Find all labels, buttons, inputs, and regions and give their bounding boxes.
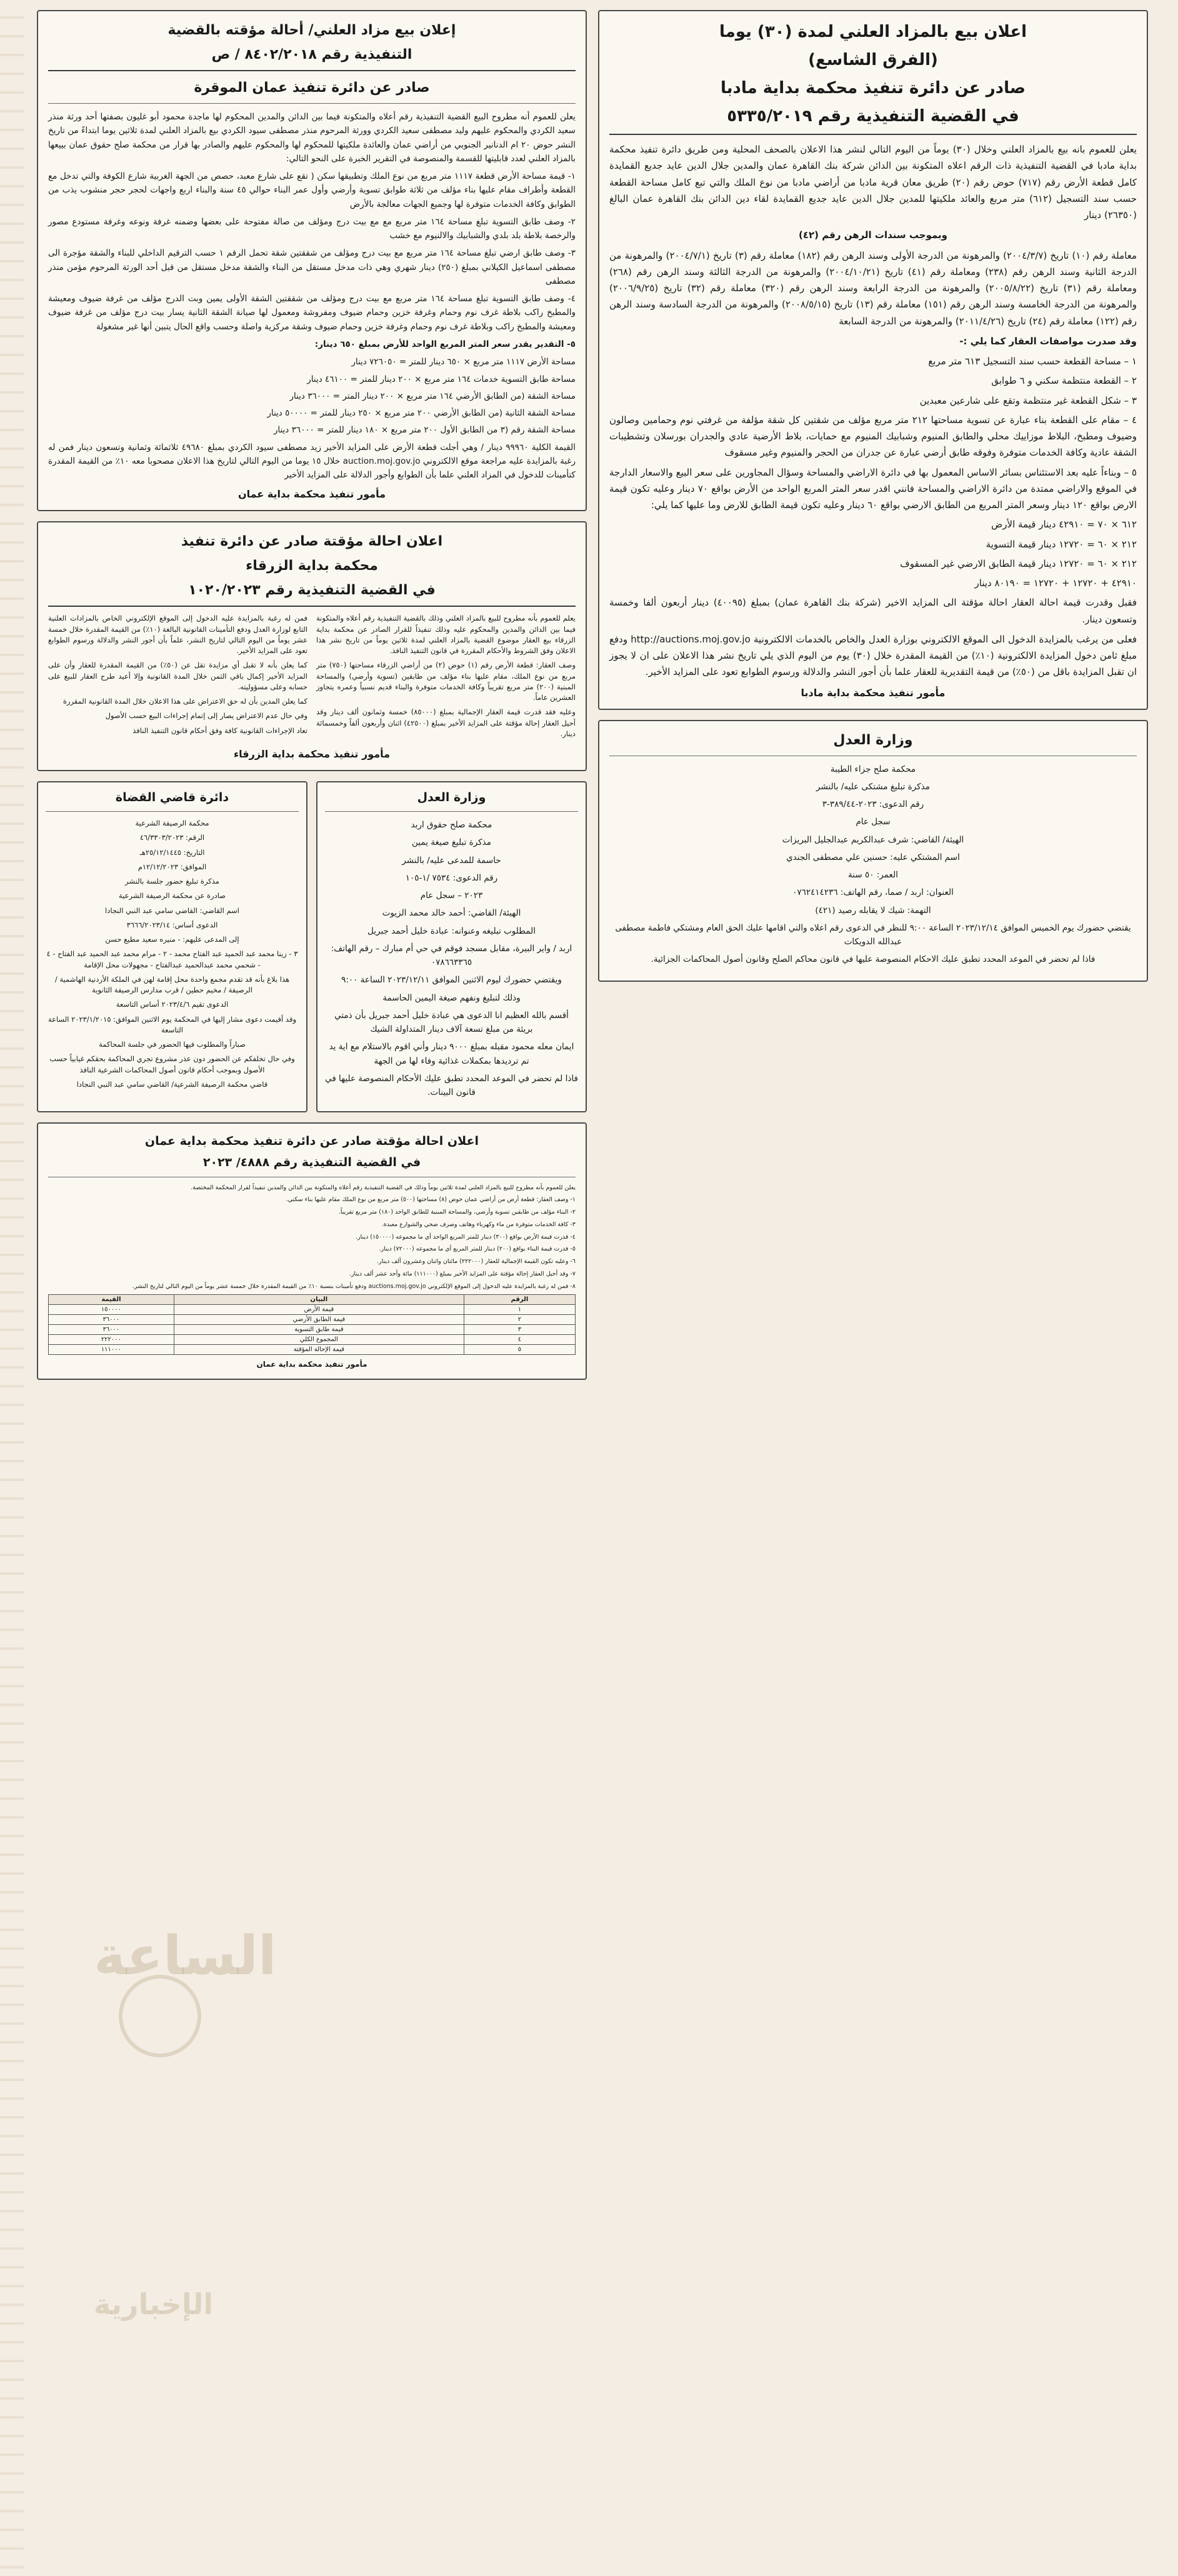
- paragraph: يعلم للعموم بأنه مطروح للبيع بالمزاد العلني وذلك بالقضية التنفيذية رقم أعلاه والمتكونة فيما بين الدائن والمدين والمحكوم عليه وذلك تنفيذاً للقرار الصادر عن محكمة بداية الزرقاء بيع العقار موضوع القضية بالمزاد العلني لمدة ثلاثين يوماً من تاريخ نشر هذا الاعلان وفق الشروط والأحكام المقررة في قانون التنفيذ النافذ.: [316, 614, 576, 656]
- bottom-signature: مأمور تنفيذ محكمة بداية عمان: [256, 1360, 367, 1369]
- line: الهيئة/ القاضي: أحمد خالد محمد الزيوت: [382, 908, 521, 919]
- court-name: محكمة الرصيفة الشرعية: [135, 819, 209, 827]
- paragraph: ٨- فمن له رغبة بالمزايدة عليه الدخول إلى الموقع الإلكتروني auctions.moj.gov.jo ودفع تأمينات بنسبة ١٠٪ من القيمة المقدرة خلال خمسة عشر يوماً من اليوم التالي لتاريخ النشر.: [132, 1282, 576, 1290]
- line: وذلك لتبليغ ونفهم صيغة اليمين الحاسمة: [382, 992, 521, 1003]
- zarqa-title-2: محكمة بداية الزرقاء: [246, 558, 378, 574]
- line: يقتضي حضورك يوم الخميس الموافق ٢٠٢٣/١٢/١٤ الساعة ٩:٠٠ للنظر في الدعوى رقم اعلاه والتي اقامها عليك الحق العام ومشتكي فاطمة مصطفى عبدالله الدويكات: [615, 922, 1131, 947]
- cell: ٤: [464, 1335, 575, 1345]
- cell: ٣٦٠٠٠: [49, 1325, 174, 1335]
- line: وقد أقيمت دعوى مشار إليها في المحكمة يوم الاثنين الموافق: ٢٠٢٣/١/٢٠١٥ الساعة التاسعة: [48, 1014, 296, 1034]
- line: ايمان معله محمود مقبله بمبلغ ٩٠٠٠ دينار وأني اقوم بالاستلام مع اية يد تم ترديدها بمكملات غذائية وفاء لها من الجهة: [329, 1042, 574, 1066]
- watermark-sub: الإخبارية: [94, 2287, 214, 2321]
- table-row: [49, 1305, 576, 1315]
- list-item: مساحة الأرض ١١١٧ متر مربع × ٦٥٠ دينار للمتر = ٧٢٦٠٥٠ دينار: [351, 357, 576, 367]
- ministry-justice-2-header: وزارة العدل: [833, 732, 913, 748]
- list-item: مساحة الشقة الثانية (من الطابق الأرضي ٢٠٠ متر مربع × ٢٥٠ دينار للمتر = ٥٠٠٠٠ دينار: [267, 408, 576, 419]
- line: ٢٠٢٣ – سجل عام: [420, 891, 483, 901]
- public-auction-title-4: في القضية التنفيذية رقم ٥٣٣٥/٢٠١٩: [727, 107, 1019, 126]
- line: اربد / واير البيرة، مقابل مسجد فوقم في حي أم مبارك – رقم الهاتف: ٠٧٨٦٦٣٣٦٥: [331, 943, 572, 968]
- list-item: مساحة الشقة (من الطابق الأرضي ١٦٤ متر مربع × ٢٠٠ دينار المتر = ٣٦٠٠٠ دينار: [289, 391, 576, 401]
- footer-line: تعاد الإجراءات القانونية كافة وفق أحكام قانون التنفيذ النافذ: [132, 726, 307, 735]
- table-row: [49, 1335, 576, 1345]
- zarqa-title-3: في القضية التنفيذية رقم ١٠٢٠/٢٠٢٣: [188, 582, 436, 599]
- footer-line: وفي حال عدم الاعتراض يصار إلى إتمام إجراءات البيع حسب الأصول: [105, 711, 307, 721]
- column-header: القيمة: [49, 1295, 174, 1305]
- public-auction-closing-1: فقبل وقدرت قيمة احالة العقار احالة مؤقتة الى المزايد الاخير (شركة بنك القاهرة عمان) بمبلغ (٤٠٠٩٥) دينار أربعون ألفا وخمسة وتسعون دينار.: [609, 597, 1137, 625]
- list-item: ٢١٢ × ٦٠ = ١٢٧٢٠ دينار قيمة التسوية: [986, 538, 1137, 550]
- paragraph: ٧- وقد أحيل العقار إحالة مؤقتة على المزايد الأخير بمبلغ (١١١٠٠٠) مائة وأحد عشر ألف دينار.: [349, 1270, 576, 1277]
- line: المطلوب تبليغه وعنوانه: عبادة خليل أحمد جبريل: [367, 926, 536, 936]
- footer-line: كما يعلن المدين بأن له حق الاعتراض على هذا الاعلان خلال المدة القانونية المقررة: [62, 697, 307, 706]
- line: أقسم بالله العظيم انا الدعوى هي عبادة خليل أحمد جبريل بأن ذمتي بريئة من مبلغ تسعة آلاف دينار المتداولة الشيك: [334, 1010, 569, 1035]
- cell: ١: [464, 1305, 575, 1315]
- line: رقم الدعوى: ٧٥٣٤ /١-١٠٥: [405, 872, 498, 883]
- line: قاضي محكمة الرصيفة الشرعية/ القاضي سامي عبد النبي النجادا: [76, 1079, 268, 1089]
- cell: المجموع الكلي: [174, 1335, 464, 1345]
- list-item: ١ – مساحة القطعة حسب سند التسجيل ٦١٣ متر مربع: [928, 356, 1137, 367]
- line: إلى المدعى عليهم: - منيره سعيد مطيع حسن: [105, 935, 239, 944]
- list-item: ٤٢٩١٠ + ١٢٧٢٠ + ١٢٧٢٠ = ٨٠١٩٠ دينار: [974, 577, 1137, 589]
- line: مذكرة تبليغ مشتكى عليه/ بالنشر: [816, 781, 930, 792]
- public-auction-intro: يعلن للعموم بانه بيع بالمزاد العلني وخلال (٣٠) يوماً من اليوم التالي لنشر هذا الاعلان بالصحف المحلية ومن طريق دائرة تنفيذ محكمة بداية مادبا في القضية التنفيذية ذات الرقم اعلاه المتكونة بين الدائن شركة بنك القاهرة عمان والمدين جلال الدين عايد جديع القمايدة كامل قطعة الأرض رقم (٧١٧) حوض رقم (٢٠) طريق معان قرية مادبا من أراضي مادبا من نوع الملك والتي تبع كامل مساحة القطعة حسب سند التسجيل (٦١٢) متر مربع والعائد ملكيتها للمدين جلال الدين عايد جديع القمايدة لقاء دين الدائن بنك القاهرة عمان البالغ (٢٦٣٥٠) دينار: [609, 144, 1137, 221]
- line: حاسمة للمدعى عليه/ بالنشر: [402, 855, 501, 866]
- list-item: ٦١٢ × ٧٠ = ٤٢٩١٠ دينار قيمة الأرض: [991, 519, 1137, 531]
- line: صباراً والمطلوب فيها الحضور في جلسة المحاكمة: [99, 1040, 246, 1049]
- temp-assignment-signature: مأمور تنفيذ محكمة بداية عمان: [237, 488, 386, 501]
- notice-ministry-justice-tayyiba: [598, 720, 1148, 982]
- list-item: مساحة طابق التسوية خدمات ١٦٤ متر مربع × ٢٠٠ دينار للمتر = ٤٦١٠٠ دينار: [307, 374, 576, 384]
- line: العمر: ٥٠ سنة: [848, 870, 898, 881]
- paragraph: ٣- كافة الخدمات متوفرة من ماء وكهرباء وهاتف وصرف صحي والشوارع معبدة.: [381, 1221, 576, 1228]
- list-item: ٢ – القطعة منتظمة سكني و ٦ طوابق: [991, 375, 1137, 387]
- notice-zarqa: [37, 521, 587, 771]
- cell: ٢: [464, 1315, 575, 1325]
- qadi-header: دائرة قاضي القضاة: [115, 790, 229, 804]
- line: سجل عام: [856, 817, 891, 827]
- cell: قيمة الأرض: [174, 1305, 464, 1315]
- table-header-row: [49, 1295, 576, 1305]
- line: مذكرة تبليغ صيغة يمين: [412, 837, 491, 848]
- zarqa-signature: مأمور تنفيذ محكمة بداية الزرقاء: [233, 747, 391, 760]
- valuation-rows: [48, 355, 576, 482]
- list-item: ٣ – شكل القطعة غير منتظمة وتقع على شارعين معبدين: [919, 394, 1137, 406]
- cell: ١٥٠٠٠٠: [49, 1305, 174, 1315]
- divider: [609, 134, 1137, 135]
- public-auction-title-2: (الفرق الشاسع): [808, 51, 938, 69]
- temp-assignment-intro: يعلن للعموم أنه مطروح البيع القضية التنفيذية رقم أعلاه والمتكونة فيما بين الدائن والمدين المحكوم لها ماجدة محمود أبو غليون بصفتها أحد ورثة منذر سعيد الكردي والمحكوم عليهم وليد مصطفى سعيد الكردي وورثة المرحوم منذر مصطفى سيود الكردي بيع بالمزاد العلني لمدة ثلاثين يوما ابتداءً من تاريخ النشر حوض ٢٠ ام الدنانير الجنوبي من أراضي عمان والعائدة ملكيتها للمحكوم لها والمحكوم عليهم والصادر بها قرار من محكمة صلح حقوق عمان بييعها بالمزاد العلني لعدد قابليتها للقسمة والمنصوصة في التقرير الخبرة على النحو التالي:: [48, 112, 576, 164]
- item: ٤- وصف طابق التسوية تبلغ مساحة ١٦٤ متر مربع مع بيت درج ومؤلف من شققتين الشقة الأولى يمين وبت الدرج مؤلف من غرفة ضيوف ومعيشة والمطبخ راكب بلاطة غرف نوم وحمام وغرفة خزين وحمام ضيوف ومفروشة ومعمول لها صيانة الشقة الثانية يسار بيت درج مؤلف من غرفة ضيوف ومعيشة والمطبخ راكب وبلاطة غرف نوم وحمام وغرفة خزين وحمام ضيوف وشقة مركزية واصلة وحسب واقع الحال يتبين أنها غير مشغولة: [48, 294, 576, 332]
- ministry-justice-2-body: [609, 762, 1137, 967]
- item: ٣- وصف طابق ارضي تبلغ مساحة ١٦٤ متر مربع مع بيت درج ومؤلف من شققتين شقة تحمل الرقم ١ حسب الترقيم الداخلي للبناء والشقة مؤجرة الى مصطفى اسماعيل الكيلاني بمبلغ (٢٥٠) دينار شهري وهي ذات مدخل مستقل من البناء والشقة مدخل مستقل من قبل أحد الورثة المرحوم مؤمن منذر مصطفى: [48, 248, 576, 286]
- notice-ministry-justice-irbid: [316, 781, 587, 1112]
- bottom-title-2: في القضية التنفيذية رقم ٤٨٨٨/ ٢٠٢٣: [202, 1156, 421, 1170]
- bottom-body: [48, 1184, 576, 1291]
- divider: [48, 103, 576, 104]
- cell: قيمة طابق التسوية: [174, 1325, 464, 1335]
- line: الموافق: ١٢/١٢/٢٠٢٣م: [137, 862, 207, 871]
- paragraph: ١- وصف العقار: قطعة أرض من أراضي عمان حوض (٨) مساحتها (٥٠٠) متر مربع من نوع الملك مقام عليها بناء سكني.: [286, 1196, 576, 1204]
- watermark-main: الساعة: [94, 1925, 277, 1987]
- cell: ٥: [464, 1345, 575, 1355]
- valuation-header: ٥- التقدير يقدر سعر المتر المربع الواحد للأرض بمبلغ ٦٥٠ دينار:: [314, 339, 576, 349]
- cell: قيمة الطابق الأرضي: [174, 1315, 464, 1325]
- table-row: [49, 1345, 576, 1355]
- paragraph: وعليه فقد قدرت قيمة العقار الإجمالية بمبلغ (٨٥٠٠٠) خمسة وثمانون ألف دينار وقد أحيل العقار إحالة مؤقتة على المزايد الأخير بمبلغ (٤٢٥٠٠) اثنان وأربعون ألفاً وخمسمائة دينار.: [316, 707, 576, 738]
- bottom-title-1: اعلان احالة مؤقتة صادر عن دائرة تنفيذ محكمة بداية عمان: [144, 1134, 479, 1148]
- item: ٢- وصف طابق التسوية تبلغ مساحة ١٦٤ متر مربع مع مع بيت درج ومؤلف من صالة مفتوحة على بعضها وضمنه غرفة ونوعه وغرفة مستودع مصور والرخصة بلاطة بلد بلدي والشبابيك والالنيوم مع خشب: [48, 216, 576, 241]
- divider: [46, 811, 299, 812]
- line: الرقم: ٤٦/٣٣٠٣/٢٠٢٣: [139, 833, 205, 842]
- list-item: ٥ – وبناءاً عليه بعد الاستئناس بسائر الاساس المعمول بها في دائرة الاراضي والمساحة وسؤال المجاورين على سعر البيع والاسعار الدارجة في الموقع والاراضي ممتدة من دائرة الاراضي والمساحة فانني اقدر سعر المتر المربع الواحد من الأرض بواقع ٧٠ دينار وعليه تكون قيمة الارض بواقع ١٢٠ دينار وسعر المتر المربع من الطابق الارضي بواقع ٦٠ دينار وعليه تكون قيمة الطابق للارض وما عليها كما يلي:: [609, 466, 1137, 511]
- line: وفي حال تخلفكم عن الحضور دون عذر مشروع تجري المحاكمة بحقكم غيابياً حسب الأصول وبموجب أحكام قانون أصول المحاكمات الشرعية النافذ: [49, 1054, 295, 1074]
- public-auction-signature: مأمور تنفيذ محكمة بداية مادبا: [801, 686, 946, 699]
- divider: [48, 70, 576, 71]
- paragraph: وصف العقار: قطعة الأرض رقم (١) حوض (٢) من أراضي الزرقاء مساحتها (٧٥٠) متر مربع من نوع الملك، مقام عليها بناء مؤلف من طابقين (تسوية وأرضي) والمساحة المبنية (٢٠٠) متر مربع تقريباً وكافة الخدمات متوفرة والبناء قديم نسبياً وعمره يتجاوز العشرين عاماً.: [316, 661, 576, 702]
- notice-temp-assignment-amman: [37, 10, 587, 511]
- cell: ٢٢٢٠٠٠: [49, 1335, 174, 1345]
- court-name: محكمة صلح جزاء الطيبة: [830, 764, 916, 774]
- table-row: [49, 1325, 576, 1335]
- paragraph: فمن له رغبة بالمزايدة عليه الدخول إلى الموقع الإلكتروني الخاص بالمزادات العلنية التابع لوزارة العدل ودفع التأمينات القانونية البالغة (١٠٪) من القيمة المقدرة خلال خمسة عشر يوماً من اليوم التالي لتاريخ النشر، علماً بأن أجور النشر والدلالة ورسوم الطوابع تعود على المزايد الأخير.: [48, 614, 307, 656]
- paragraph: ٦- وعليه تكون القيمة الإجمالية للعقار (٢٢٢٠٠٠) مائتان واثنان وعشرون ألف دينار.: [377, 1258, 576, 1266]
- column-header: الرقم: [464, 1295, 575, 1305]
- public-auction-body: [609, 141, 1137, 681]
- notice-public-auction-madaba: [598, 10, 1148, 710]
- line: اسم القاضي: القاضي سامي عبد النبي النجادا: [105, 906, 239, 915]
- paragraph: ٢- البناء مؤلف من طابقين تسوية وأرضي، والمساحة المبنية للطابق الواحد (١٨٠) متر مربع تقريباً.: [338, 1209, 576, 1216]
- public-auction-closing-2: فعلى من يرغب بالمزايدة الدخول الى الموقع الالكتروني بوزارة العدل والخاص بالخدمات الالكترونية http://auctions.moj.gov.jo ودفع مبلغ ثامن دخول المزايدة الالكترونية (١٠٪) من القيمة المقدرة خلال (٣٠) يوم من اليوم الذي يلي تاريخ نشر هذا الاعلان على ان لا يجوز ان تقبل المزايدة باقل من (٥٠٪) من قيمة التقديرية للعقار علما بأن أجور النشر والدلالة ورسوم الطوابع تعود على المزايد الأخير.: [609, 633, 1137, 678]
- notice-qadi-judge: [37, 781, 307, 1112]
- column-header: البيان: [174, 1295, 464, 1305]
- paragraph: ٥- قدرت قيمة البناء بواقع (٢٠٠) دينار للمتر المربع أي ما مجموعه (٧٢٠٠٠) دينار.: [379, 1246, 576, 1253]
- public-auction-bonds-text: معاملة رقم (١٠) تاريخ (٢٠٠٤/٣/٧) والمرهونة من الدرجة الأولى وسند الرهن رقم (١٨٢) معاملة رقم (٣) تاريخ (٢٠٠٤/٧/١) والمرهونة من الدرجة الثانية وسند الرهن رقم (٢٣٨) ومعاملة رقم (٤١) تاريخ (٢٠٠٤/١٠/٢١) والمرهونة من الدرجة الثالثة وسند الرهن رقم (٢٦٨) ومعاملة رقم (٣١) تاريخ (٢٠٠٥/٨/٢٢) والمرهونة من الدرجة الرابعة وسند الرهن رقم (٣٢٠) معاملة رقم (٣٢) تاريخ (٢٠٠٦/٩/٢٥) والمرهونة من الدرجة الخامسة وسند الرهن رقم (١٥١) معاملة رقم (١٣) تاريخ (٢٠٠٨/٥/١٥) والمرهونة من الدرجة السادسة وسند الرهن رقم (١٢٢) معاملة رقم (٢٤) تاريخ (٢٠١١/٤/٢٦) والمرهونة من الدرجة السابعة: [609, 249, 1137, 327]
- bottom-valuation-table: [48, 1294, 576, 1355]
- divider: [325, 811, 578, 812]
- cell: ٣٦٠٠٠: [49, 1315, 174, 1325]
- line: التاريخ: ٢٥/١٢/١٤٤٥هـ: [139, 847, 205, 857]
- public-auction-bonds-header: وبموجب سندات الرهن رقم (٤٢): [799, 229, 947, 241]
- line: التهمة: شيك لا يقابله رصيد (٤٢١): [815, 905, 931, 916]
- temp-assignment-title-3: صادر عن دائرة تنفيذ عمان الموقرة: [194, 80, 430, 96]
- line: الدعوى تقيم ٢٠٢٣/٤/٦ أساس التاسعة: [116, 1000, 229, 1009]
- cell: قيمة الإحالة المؤقتة: [174, 1345, 464, 1355]
- zarqa-body: [48, 613, 576, 741]
- paragraph: كما يعلن بأنه لا تقبل أي مزايدة تقل عن (٥٠٪) من القيمة المقدرة للعقار وأن على المزايد الأخير إكمال باقي الثمن خلال المدة القانونية وإلا أعيد طرح العقار للبيع على حسابه وعلى مسؤوليته.: [48, 661, 307, 691]
- qadi-body: [46, 818, 299, 1090]
- public-auction-title-1: اعلان بيع بالمزاد العلني لمدة (٣٠) يوما: [719, 22, 1027, 41]
- temp-assignment-title-2: التنفيذية رقم ٨٤٠٢/٢٠١٨ / ص: [211, 47, 412, 62]
- small-notices-row: [37, 781, 587, 1112]
- list-item: ٢١٢ × ٦٠ = ١٢٧٢٠ دينار قيمة الطابق الارضي غير المسقوف: [900, 557, 1137, 569]
- line: ويقتضي حضورك ليوم الاثنين الموافق ٢٠٢٣/١٢/١١ الساعة ٩:٠٠: [341, 975, 562, 986]
- line: صادرة عن محكمة الرصيفة الشرعية: [118, 891, 226, 901]
- right-column: [598, 10, 1148, 1380]
- ministry-justice-header: وزارة العدل: [417, 790, 486, 804]
- line: الدعوى أساس: ٣٦٦٦/٢٠٢٣/١٤: [126, 920, 218, 929]
- table-row: [49, 1315, 576, 1325]
- ministry-justice-body: [325, 818, 578, 1100]
- line: ٣ - زينا محمد عبد الحميد عبد الفتاح محمد - ٢ - مرام محمد عبد الحميد عبد الفتاح - ٤ - شحمي محمد عبدالحميد عبدالفتاح - مجهولات محل الإقامة: [46, 949, 298, 969]
- cell: ٣: [464, 1325, 575, 1335]
- public-auction-specs-header: وقد صدرت مواصفات العقار كما يلي :-: [959, 335, 1137, 347]
- line: اسم المشتكي عليه: حسنين علي مصطفى الجندي: [786, 852, 960, 862]
- watermark-logo: [119, 1975, 201, 2057]
- list-item: ٤ – مقام على القطعة بناء عبارة عن تسوية مساحتها ٢١٢ متر مربع مؤلف من شقتين كل شقة مؤلفة من غرفتي نوم وحمامين وصالون وضيوف ومطبخ، البلاط موزاييك محلي والطابق المنيوم وشبابيك المنيوم مع حمايات، بلاط الأرضية عادي والجدران بورسلان وتشطيبات الشقة عادية وكافة الخدمات متوفرة وفوقه طابق أرضي عبارة عن جدران من الحجر والمنيوم وغير مسقوف: [609, 414, 1137, 459]
- list-item: مساحة الشقة رقم (٣ من الطابق الأول ٢٠٠ متر مربع × ١٨٠ دينار للمتر = ٣٦٠٠٠ دينار: [273, 425, 576, 436]
- item: ١- قيمة مساحة الأرض قطعة ١١١٧ متر مربع من نوع الملك وتطبيقها سكن ( تقع على شارع معبد، حصص من الجهة الغربية شارع الكوفة والتي تدخل مع القطعة وأطراف مقام عليها بناء مؤلف من ثلاثة طوابق تسوية وأرضي وأول عمر البناء حوالي ٤٥ سنة والبناء اربع واجهات لحجر حجر منشوب يذب من الطوابق وكافة الخدمات متوفرة لها وجميع الجهات معالجة بالأرض: [48, 171, 576, 209]
- cell: ١١١٠٠٠: [49, 1345, 174, 1355]
- court-name: محكمة صلح حقوق اربد: [411, 820, 492, 830]
- notice-bottom-amman: [37, 1122, 587, 1380]
- line: هذا بلاغ بأنه قد تقدم مجمع واحدة محل إقامة لهن في الملكة الأردنية الهاشمية / الرصيفة / مخيم حطين / قرب مدارس الرصيفة الثانوية: [54, 974, 290, 994]
- paragraph: ٤- قدرت قيمة الأرض بواقع (٣٠٠) دينار للمتر المربع الواحد أي ما مجموعه (١٥٠٠٠٠) دينار.: [355, 1233, 576, 1241]
- temp-assignment-title-1: إعلان بيع مزاد العلني/ أحالة مؤقته بالقضية: [167, 22, 456, 38]
- line: الهيئة/ القاضي: شرف عبدالكريم عبدالجليل البريزات: [782, 834, 964, 845]
- public-auction-calc-list: [609, 516, 1137, 591]
- line: فاذا لم تحضر في الموعد المحدد تطبق عليك الأحكام المنصوصة عليها في قانون البينات.: [325, 1073, 578, 1098]
- line: مذكرة تبليغ حضور جلسة بالنشر: [125, 877, 219, 886]
- list-item: القيمة الكلية ٩٩٩٦٠ دينار / وهي أجلت قطعة الأرض على المزايد الأخير زيد مصطفى سيود الكردي بمبلغ ٤٩٦٨٠ ثلاثمائة وثمانية وتسعون دينار فمن له رغبة بالمزايدة عليه مراجعة موقع الالكتروني auction.moj.gov.jo خلال ١٥ يوما من اليوم التالي لتاريخ هذا الاعلان مصحوبا معه ١٠٪ من القيمة المقدرة كتأمينات للدخول في المزاد العلني علما بأن الطوابع وأجور الدلالة على المزايد الأخير: [48, 442, 576, 481]
- paragraph: يعلن للعموم بأنه مطروح للبيع بالمزاد العلني لمدة ثلاثين يوماً وذلك في القضية التنفيذية رقم أعلاه والمتكونة بين الدائن والمدين تنفيذاً لقرار المحكمة المختصة.: [191, 1184, 576, 1191]
- public-auction-title-3: صادر عن دائرة تنفيذ محكمة بداية مادبا: [720, 79, 1026, 97]
- zarqa-title-1: اعلان احالة مؤقتة صادر عن دائرة تنفيذ: [181, 534, 443, 550]
- divider: [48, 606, 576, 607]
- left-column: [37, 10, 587, 1380]
- line: العنوان: اربد / صما، رقم الهاتف: ٠٧٦٢٤١٤٢٣٦: [792, 887, 954, 898]
- line: رقم الدعوى: ٢٠٢٣-٣٨٩/٤٤-٣: [822, 799, 924, 810]
- temp-assignment-body: [48, 110, 576, 482]
- line: فاذا لم تحضر في الموعد المحدد تطبق عليك الاحكام المنصوصة عليها في قانون محاكم الصلح وقانون أصول المحاكمات الجزائية.: [651, 954, 1096, 965]
- public-auction-specs-list: [609, 353, 1137, 513]
